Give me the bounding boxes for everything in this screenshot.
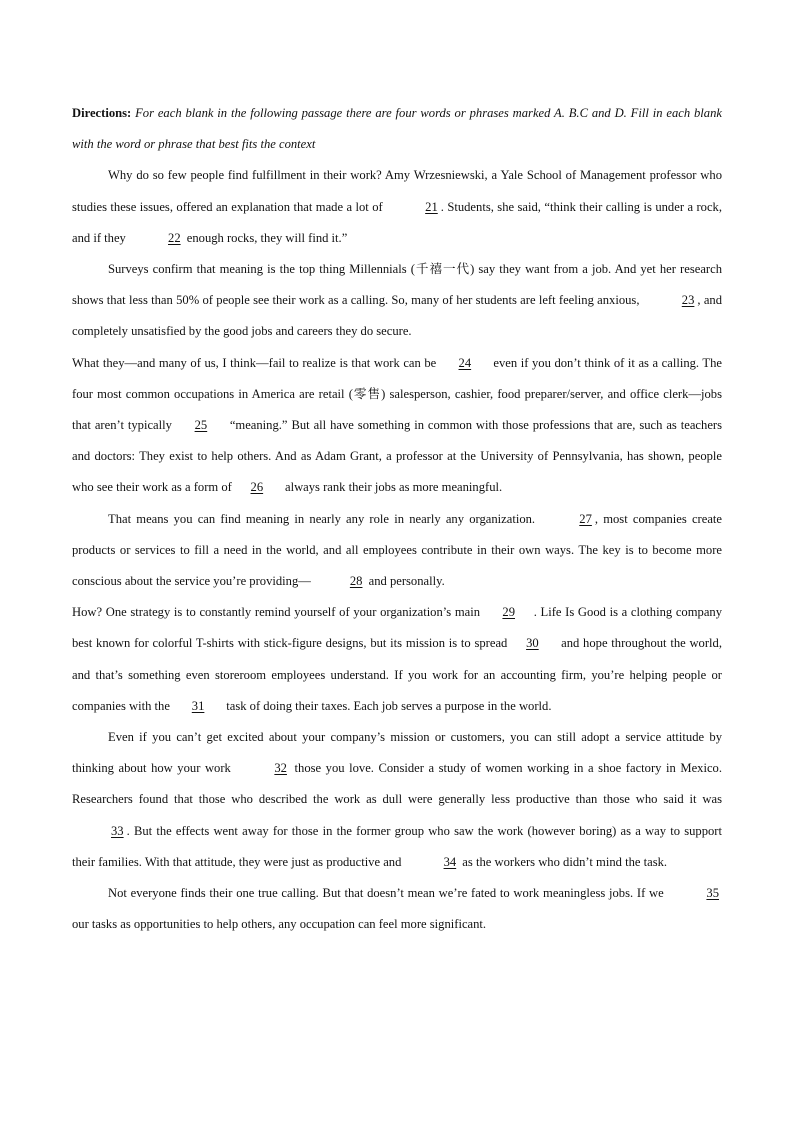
paragraph-text: always rank their jobs as more meaningful. <box>281 480 503 495</box>
answer-blank: 26 <box>250 480 264 495</box>
directions-text: For each blank in the following passage there are four words or phrases marked A. B.C and D. Fill in each blank with the word or phrase that best fits the context <box>72 106 722 152</box>
paragraph <box>72 504 722 598</box>
paragraph <box>72 722 722 878</box>
paragraph-text: Why do so few people find fulfillment in their work? Amy Wrzesniewski, a Yale School of Management professor who studies these issues, offered an explanation that made a lot of <box>72 168 722 214</box>
paragraph-text: Surveys confirm that meaning is the top thing Millennials (千禧一代) say they want from a job. And yet her research shows that less than 50% of people see their work as a calling. So, many of her students are left feeling anxious, <box>72 262 722 308</box>
answer-blank: 32 <box>274 761 287 776</box>
directions <box>72 98 722 160</box>
answer-blank: 27 <box>579 511 592 526</box>
answer-blank: 28 <box>349 574 363 589</box>
answer-blank: 29 <box>502 605 515 620</box>
answer-blank: 30 <box>526 636 539 651</box>
paragraph-text: Even if you can’t get excited about your company’s mission or customers, you can still adopt a service attitude by thinking about how your work <box>72 730 722 776</box>
answer-blank: 33 <box>111 823 124 838</box>
paragraph-text: enough rocks, they will find it.” <box>183 230 348 245</box>
directions-label: Directions: <box>72 106 132 120</box>
answer-blank: 24 <box>458 355 472 370</box>
answer-blank: 31 <box>191 698 205 713</box>
paragraph-text: , and completely unsatisfied by the good jobs and careers they do secure. <box>72 293 722 339</box>
paragraph-text: task of doing their taxes. Each job serves a purpose in the world. <box>223 698 552 713</box>
paragraph-text: our tasks as opportunities to help others, any occupation can feel more significant. <box>72 917 487 932</box>
paragraph-text: as the workers who didn’t mind the task. <box>459 854 668 869</box>
paragraph-text: those you love. Consider a study of women working in a shoe factory in Mexico. Researchers found that those who described the work as dull were generally less productive than those who said it was <box>72 761 722 807</box>
passage-body <box>72 160 722 940</box>
answer-blank: 35 <box>706 886 719 901</box>
paragraph-text: and personally. <box>365 574 445 589</box>
answer-blank: 23 <box>681 293 695 308</box>
paragraph <box>72 597 722 722</box>
paragraph-text: What they—and many of us, I think—fail to realize is that work can be <box>72 355 440 370</box>
paragraph-text: . Students, she said, “think their calling is under a rock, and if they <box>72 199 722 245</box>
paragraph-text: even if you don’t think of it as a calling. The four most common occupations in America are retail (零售) salesperson, cashier, food preparer/server, and office clerk—jobs that aren’t typically <box>72 355 723 433</box>
paragraph-text: . But the effects went away for those in the former group who saw the work (however boring) as a way to support their families. With that attitude, they were just as productive and <box>72 823 722 869</box>
paragraph-text: . Life Is Good is a clothing company best known for colorful T-shirts with stick-figure designs, but its mission is to spread <box>72 605 722 651</box>
paragraph <box>72 348 722 504</box>
answer-blank: 21 <box>425 199 438 214</box>
paragraph-text: Not everyone finds their one true calling. But that doesn’t mean we’re fated to work meaningless jobs. If we <box>108 886 668 901</box>
answer-blank: 22 <box>168 230 181 245</box>
answer-blank: 25 <box>194 418 208 433</box>
paragraph <box>72 254 722 348</box>
paragraph <box>72 878 722 940</box>
paragraph-text: “meaning.” But all have something in common with those professions that are, such as teachers and doctors: They exist to help others. And as Adam Grant, a professor at the University of Pennsylvania, has shown, people who see their work as a form of <box>72 418 723 495</box>
paragraph-text: and hope throughout the world, and that’s something even storeroom employees understand. If you work for an accounting firm, you’re helping people or companies with the <box>72 636 722 713</box>
paragraph-text: That means you can find meaning in nearly any role in nearly any organization. <box>108 511 541 526</box>
paragraph <box>72 160 722 254</box>
answer-blank: 34 <box>443 854 457 869</box>
paragraph-text: How? One strategy is to constantly remind yourself of your organization’s main <box>72 605 484 620</box>
paragraph-text: , most companies create products or services to fill a need in the world, and all employees contribute in their own ways. The key is to become more conscious about the service you’re providing— <box>72 511 722 589</box>
passage-document <box>72 98 722 940</box>
